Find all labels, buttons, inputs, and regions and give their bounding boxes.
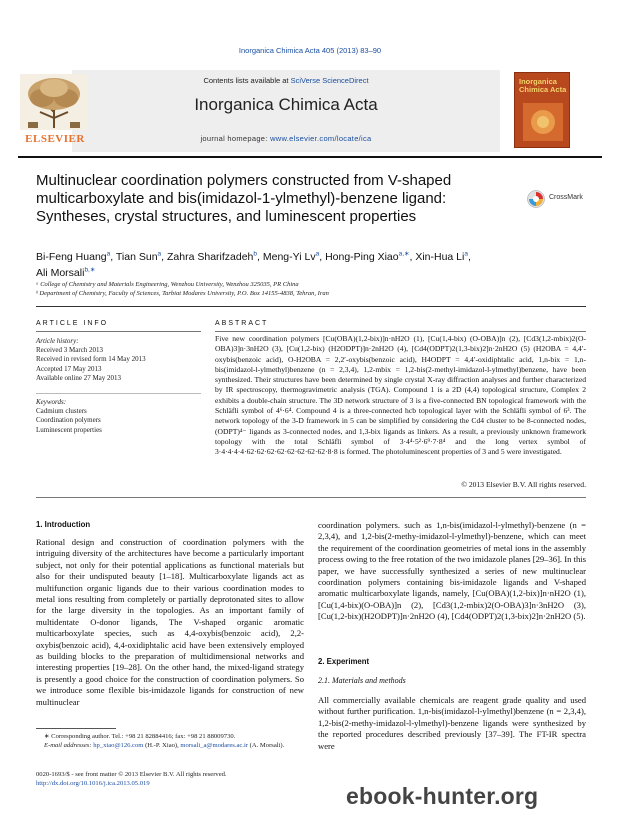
keyword: Luminescent properties [36,425,102,434]
abstract-bottom-divider [36,497,586,498]
cover-title: Inorganica Chimica Acta [519,77,567,94]
abstract-text: Five new coordination polymers [Cu(OBA)(1,2-bix)]n·nH2O (1), [Cu(1,4-bix) (O-OBA)]n (2), [Cd3(1,2-mbix)2(O-OBA)3]n·3nH2O (3), [Cu(1,2-bix) (H2ODPT)]n·2nH2O (4), [Cd4(ODPT)2(1,3-bix)2]n·2nH2O (5) (H2OBA = 4,4′-oxybis(benzoic acid), O-H2OBA = 2,2′-oxybis(benzoic acid), H4ODPT = 4,4′-oxidiphtalic acid, 1,n-bix = 1,n-bis(imidazol-l-ylmethyl)benzene (n = 2,3,4), 1,2-mbix = 1,2-bis(2-methyl-imidazol-l-ylmethyl)benzene, have been synthesized. Their structures have been determined by single crystal X-ray diffraction analyses and further characterized by IR spectroscopy, thermogravimetric analysis (TGA). Compound 1 is a 2D (4,4) topological structure, Complex 2 exhibits a double-chain structure. The 3D network structure of 3 is a five-connected BN topological framework with the Schläfli symbol of 4⁶·6⁴. Compound 4 is a three-connected hcb topological layer with the Schläfli symbol of 6³. The network topology of the 3-D framework in 5 can be simplified by considering the Cd4 cluster to be 8-connected nodes, (ODPT)⁴⁻ ligands as 3-connected nodes, and 1,3-bix ligands as linkers. As a result, a previously unknown framework topology with the total Schläfli symbol of 3·4⁴·5²·6⁹·7·8⁴ and the long vertex symbol of 3·4·4·4·4·62·62·62·62·62·62·62·62·8·8 is formed. The photoluminescent properties of 3 and 5 were investigated. [215,334,586,457]
journal-citation[interactable]: Inorganica Chimica Acta 405 (2013) 83–90 [238,46,382,55]
history-online: Available online 27 May 2013 [36,373,122,382]
header-divider [18,156,602,158]
footnote-emails: E-mail addresses: hp_xiao@126.com (H.-P. Xiao), morsali_a@modares.ac.ir (A. Morsali). [44,742,285,749]
footnote-contact: ∗ Corresponding author. Tel.: +98 21 82884416; fax: +98 21 88009730. [44,733,236,740]
history-accepted: Accepted 17 May 2013 [36,364,102,373]
email-link-morsali[interactable]: morsali_a@modares.ac.ir [180,742,249,749]
affiliation-b: ᵇ Department of Chemistry, Faculty of Sciences, Tarbiat Modares University, P.O. Box 14155-4838, Tehran, Iran [36,290,329,297]
issn-line: 0020-1693/$ - see front matter © 2013 Elsevier B.V. All rights reserved. [36,771,227,778]
article-info-rule [36,331,201,332]
author[interactable]: Meng-Yi Lv$^a$, [262,250,326,263]
introduction-text-continued: coordination polymers. such as 1,n-bis(imidazol-l-ylmethyl)-benzene (n = 2,3,4), and 1,2-bis(2-methy-imidazol-l-ylmethyl)-benzene, which can meet the requirement of the coordination geometries of metal ions in the assembly process owing to the free rotation of the two imidazole planes [29–36]. In this paper, we have successfully synthesized a series of new multinuclear coordination polymers containing bis-imidazole ligands and V-shaped aromatic multicarboxylate ligands, namely, [Cu(OBA)(1,2-bix)]n·nH2O (1), [Cu(1,4-bix)(O-OBA)]n (2), [Cd3(1,2-mbix)2(O-OBA)3]n·3nH2O (3), [Cu(1,2-bix)(H2ODPT)]n·2nH2O (4), [Cd4(ODPT)2(1,3-bix)2]n·2nH2O (5). [318,520,586,622]
history-revised: Received in revised form 14 May 2013 [36,355,146,364]
author[interactable]: Tian Sun$^a$, [115,250,168,263]
article-title: Multinuclear coordination polymers constructed from V-shaped multicarboxylate and bis(imidazol-1-ylmethyl)-benzene ligand: Syntheses, crystal structures, and luminescent properties [36,172,452,225]
history-label: Article history: [36,337,79,345]
footnote-rule [36,728,116,729]
sciencedirect-link[interactable]: SciVerse ScienceDirect [290,76,369,85]
experiment-heading: 2. Experiment [318,657,370,666]
materials-methods-heading: 2.1. Materials and methods [318,676,406,685]
author[interactable]: Ali Morsali$^{b,∗}$ [36,266,96,279]
corresponding-footnote [36,732,304,750]
crossmark-label: CrossMark [549,194,583,201]
keywords-label: Keywords: [36,398,67,406]
author-list [36,247,576,280]
email-link-xiao[interactable]: hp_xiao@126.com [93,742,144,749]
watermark-text: ebook-hunter.org [346,783,539,809]
article-info-heading: ARTICLE INFO [36,320,109,327]
keyword: Coordination polymers [36,416,101,425]
journal-cover-thumbnail [514,72,570,148]
author[interactable]: Xin-Hua Li$^a$, [415,250,471,263]
introduction-heading: 1. Introduction [36,520,91,529]
publisher-logo-text: ELSEVIER [25,133,85,145]
cover-artwork [523,103,563,141]
author[interactable]: Zahra Sharifzadeh$^b$, [167,250,263,263]
history-received: Received 3 March 2013 [36,346,104,355]
abstract-heading: ABSTRACT [215,320,269,327]
article-history [36,337,201,383]
author[interactable]: Bi-Feng Huang$^a$, [36,250,116,263]
contents-available-line [72,76,500,85]
author[interactable]: Hong-Ping Xiao$^{a,∗}$, [325,250,416,263]
introduction-text: Rational design and construction of coordination polymers with the intriguing diversity of the architectures have become a particularly important subject, not only for their potential applications as functional materials but also for their undisputed beauty [1–18]. Multicarboxylate ligands act as multifunction organic ligands due to their various coordination modes to metal ions resulting from completely or partially deprotonated sites to allow for the large diversity in the topologies. As an important family of multidentate O-donor ligands, The V-shaped organic aromatic multicarboxylate species, such as 4,4-oxybis(benzoic acid), 2,2-oxybis(benzoic acid), 4,4-oxidiphtalic acid have been extensively employed as building blocks to the preparation of multidimensional networks and interesting properties [19–28]. On the other hand, the mixed-ligand strategy is presently a good choice for the construction of coordination polymers. So we introduce some flexible bis-imidazole ligands for construction of new multinuclear [36,537,304,707]
front-matter-info [36,770,336,788]
contents-prefix: Contents lists available at [203,76,291,85]
homepage-prefix: journal homepage: [200,134,271,143]
journal-homepage-link[interactable]: www.elsevier.com/locate/ica [270,134,372,143]
affiliation-divider [36,306,586,307]
keyword: Cadmium clusters [36,407,87,416]
affiliation-a: ᵃ College of Chemistry and Materials Engineering, Wenzhou University, Wenzhou 325035, PR China [36,281,299,288]
materials-methods-text: All commercially available chemicals are reagent grade quality and used without further purification. 1,n-bis(imidazol-l-ylmethyl)benzene (n = 2,3,4), 1,2-bis(2-methy-imidazol-l-ylmethyl)-benzene ligands were synthesized by the reported procedures described previously [37–39]. The FT-IR spectra were [318,695,586,751]
keywords [36,398,201,435]
abstract-rule [215,331,586,332]
doi-link[interactable]: http://dx.doi.org/10.1016/j.ica.2013.05.019 [36,780,150,787]
journal-title: Inorganica Chimica Acta [194,95,378,114]
copyright-notice: © 2013 Elsevier B.V. All rights reserved. [461,480,586,489]
keywords-rule [36,393,201,394]
affiliations [36,280,576,298]
crossmark-badge[interactable] [527,190,607,210]
journal-homepage-line [72,134,500,143]
crossmark-icon [527,190,545,208]
